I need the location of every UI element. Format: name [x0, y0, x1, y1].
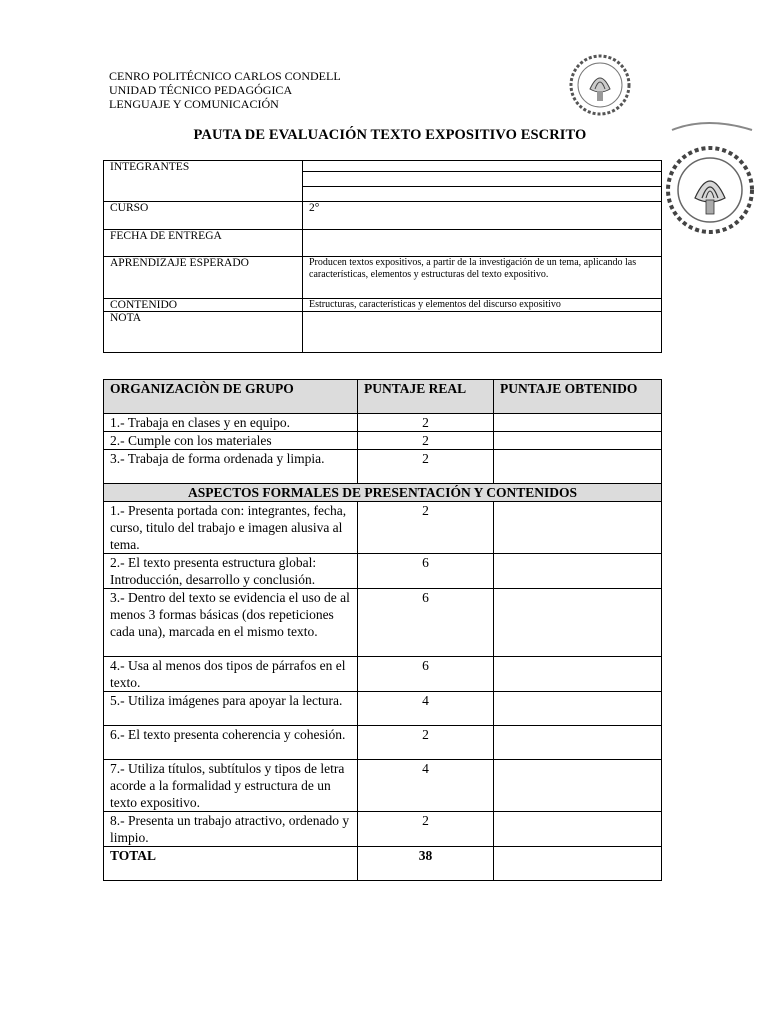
- nota-field[interactable]: [303, 312, 662, 353]
- score-input[interactable]: [494, 657, 662, 692]
- table-row-points: 2: [358, 450, 494, 484]
- aprendizaje-value: Producen textos expositivos, a partir de la investigación de un tema, aplicando las características, elementos y estructuras del texto expositivo.: [303, 257, 662, 299]
- score-input[interactable]: [494, 432, 662, 450]
- table-row-criterion: 3.- Trabaja de forma ordenada y limpia.: [104, 450, 358, 484]
- score-input[interactable]: [494, 554, 662, 589]
- school-header: [109, 69, 341, 111]
- col-header-puntaje-obtenido: PUNTAJE OBTENIDO: [494, 380, 662, 414]
- integrantes-field-2[interactable]: [303, 172, 662, 187]
- score-input[interactable]: [494, 726, 662, 760]
- table-row-criterion: 2.- El texto presenta estructura global: Introducción, desarrollo y conclusión.: [104, 554, 358, 589]
- school-name: CENRO POLITÉCNICO CARLOS CONDELL: [109, 69, 341, 83]
- total-score-input[interactable]: [494, 847, 662, 881]
- subject-name: LENGUAJE Y COMUNICACIÓN: [109, 97, 279, 111]
- table-row-criterion: 1.- Presenta portada con: integrantes, fecha, curso, titulo del trabajo e imagen alusiva al tema.: [104, 502, 358, 554]
- score-input[interactable]: [494, 414, 662, 432]
- col-header-puntaje-real: PUNTAJE REAL: [358, 380, 494, 414]
- score-input[interactable]: [494, 760, 662, 812]
- fecha-field[interactable]: [303, 230, 662, 257]
- table-row-points: 2: [358, 432, 494, 450]
- table-row-points: 4: [358, 692, 494, 726]
- nota-label: NOTA: [104, 312, 303, 353]
- table-row-criterion: 4.- Usa al menos dos tipos de párrafos en el texto.: [104, 657, 358, 692]
- curso-value[interactable]: 2°: [303, 202, 662, 230]
- info-table: [103, 160, 662, 353]
- score-input[interactable]: [494, 589, 662, 657]
- aprendizaje-label: APRENDIZAJE ESPERADO: [104, 257, 303, 299]
- table-row-points: 2: [358, 414, 494, 432]
- col-header-criterio: ORGANIZACIÒN DE GRUPO: [104, 380, 358, 414]
- score-input[interactable]: [494, 812, 662, 847]
- document-title: PAUTA DE EVALUACIÓN TEXTO EXPOSITIVO ESCRITO: [193, 127, 587, 143]
- table-row-points: 6: [358, 589, 494, 657]
- score-input[interactable]: [494, 502, 662, 554]
- table-row-criterion: 6.- El texto presenta coherencia y cohesión.: [104, 726, 358, 760]
- table-row-points: 6: [358, 554, 494, 589]
- table-row-points: 2: [358, 812, 494, 847]
- total-value: 38: [358, 847, 494, 881]
- contenido-value: Estructuras, características y elementos del discurso expositivo: [303, 299, 662, 312]
- school-logo-small: [565, 53, 635, 117]
- unit-name: UNIDAD TÉCNICO PEDAGÓGICA: [109, 83, 293, 97]
- table-row-points: 2: [358, 502, 494, 554]
- rubric-table: [103, 379, 662, 881]
- integrantes-label: INTEGRANTES: [104, 161, 303, 202]
- contenido-label: CONTENIDO: [104, 299, 303, 312]
- integrantes-field-3[interactable]: [303, 187, 662, 202]
- score-input[interactable]: [494, 450, 662, 484]
- table-row-criterion: 2.- Cumple con los materiales: [104, 432, 358, 450]
- table-row-points: 2: [358, 726, 494, 760]
- section-title: ASPECTOS FORMALES DE PRESENTACIÓN Y CONTENIDOS: [104, 484, 662, 502]
- fecha-label: FECHA DE ENTREGA: [104, 230, 303, 257]
- table-row-points: 6: [358, 657, 494, 692]
- table-row-criterion: 3.- Dentro del texto se evidencia el uso de al menos 3 formas básicas (dos repeticiones cada una), marcada en el mismo texto.: [104, 589, 358, 657]
- total-label: TOTAL: [104, 847, 358, 881]
- table-row-criterion: 8.- Presenta un trabajo atractivo, ordenado y limpio.: [104, 812, 358, 847]
- curso-label: CURSO: [104, 202, 303, 230]
- table-row-criterion: 1.- Trabaja en clases y en equipo.: [104, 414, 358, 432]
- table-row-criterion: 5.- Utiliza imágenes para apoyar la lectura.: [104, 692, 358, 726]
- table-row-points: 4: [358, 760, 494, 812]
- score-input[interactable]: [494, 692, 662, 726]
- integrantes-field-1[interactable]: [303, 161, 662, 172]
- table-row-criterion: 7.- Utiliza títulos, subtítulos y tipos de letra acorde a la formalidad y estructura de un texto expositivo.: [104, 760, 358, 812]
